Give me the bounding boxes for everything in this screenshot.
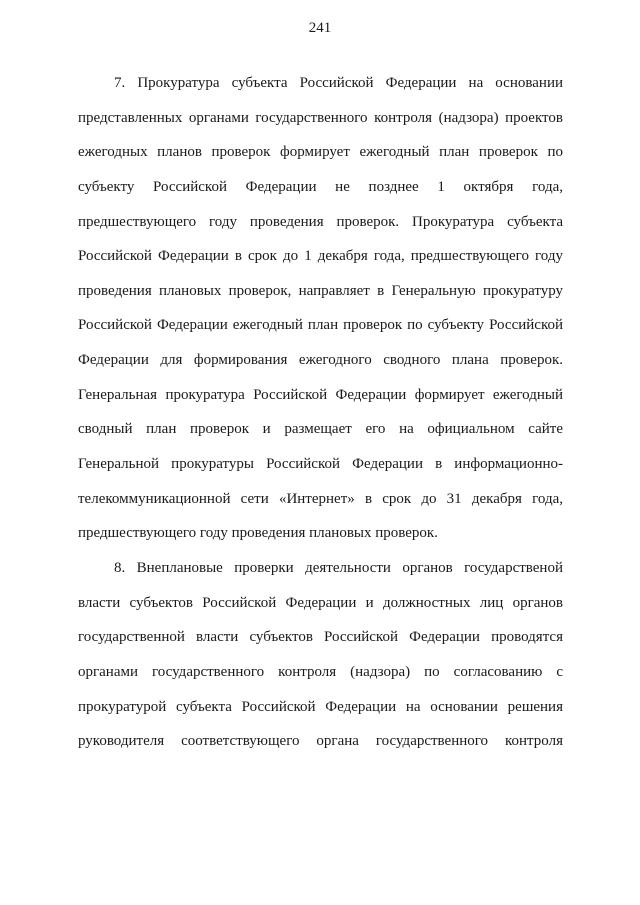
text-line: субъекту Российской Федерации не позднее 1 октября года, bbox=[78, 178, 563, 195]
document-body bbox=[78, 71, 563, 764]
text-line: 8. Внеплановые проверки деятельности органов государственой bbox=[114, 559, 563, 576]
text-line: руководителя соответствующего органа государственного контроля bbox=[78, 733, 563, 750]
text-line: Российской Федерации в срок до 1 декабря года, предшествующего году bbox=[78, 248, 563, 265]
text-line: Российской Федерации ежегодный план проверок по субъекту Российской bbox=[78, 317, 563, 334]
text-line: Генеральная прокуратура Российской Федерации формирует ежегодный bbox=[78, 386, 563, 403]
text-line: проведения плановых проверок, направляет в Генеральную прокуратуру bbox=[78, 282, 563, 299]
page-number: 241 bbox=[308, 20, 332, 36]
text-line: ежегодных планов проверок формирует ежегодный план проверок по bbox=[78, 144, 563, 161]
text-line: органами государственного контроля (надзора) по согласованию с bbox=[78, 663, 563, 680]
text-line: государственной власти субъектов Российской Федерации проводятся bbox=[78, 629, 563, 646]
text-line: Федерации для формирования ежегодного сводного плана проверок. bbox=[78, 352, 563, 369]
text-line: власти субъектов Российской Федерации и должностных лиц органов bbox=[78, 594, 563, 611]
paragraph-8 bbox=[78, 556, 563, 764]
text-line: предшествующего году проведения плановых проверок. bbox=[78, 525, 438, 542]
paragraph-7 bbox=[78, 71, 563, 556]
text-line: сводный план проверок и размещает его на официальном сайте bbox=[78, 421, 563, 438]
text-line: предшествующего году проведения проверок. Прокуратура субъекта bbox=[78, 213, 563, 230]
text-line: прокуратурой субъекта Российской Федерации на основании решения bbox=[78, 698, 563, 715]
text-line: представленных органами государственного контроля (надзора) проектов bbox=[78, 109, 563, 126]
text-line: Генеральной прокуратуры Российской Федерации в информационно- bbox=[78, 456, 563, 473]
text-line: телекоммуникационной сети «Интернет» в срок до 31 декабря года, bbox=[78, 490, 563, 507]
text-line: 7. Прокуратура субъекта Российской Федерации на основании bbox=[114, 75, 563, 91]
